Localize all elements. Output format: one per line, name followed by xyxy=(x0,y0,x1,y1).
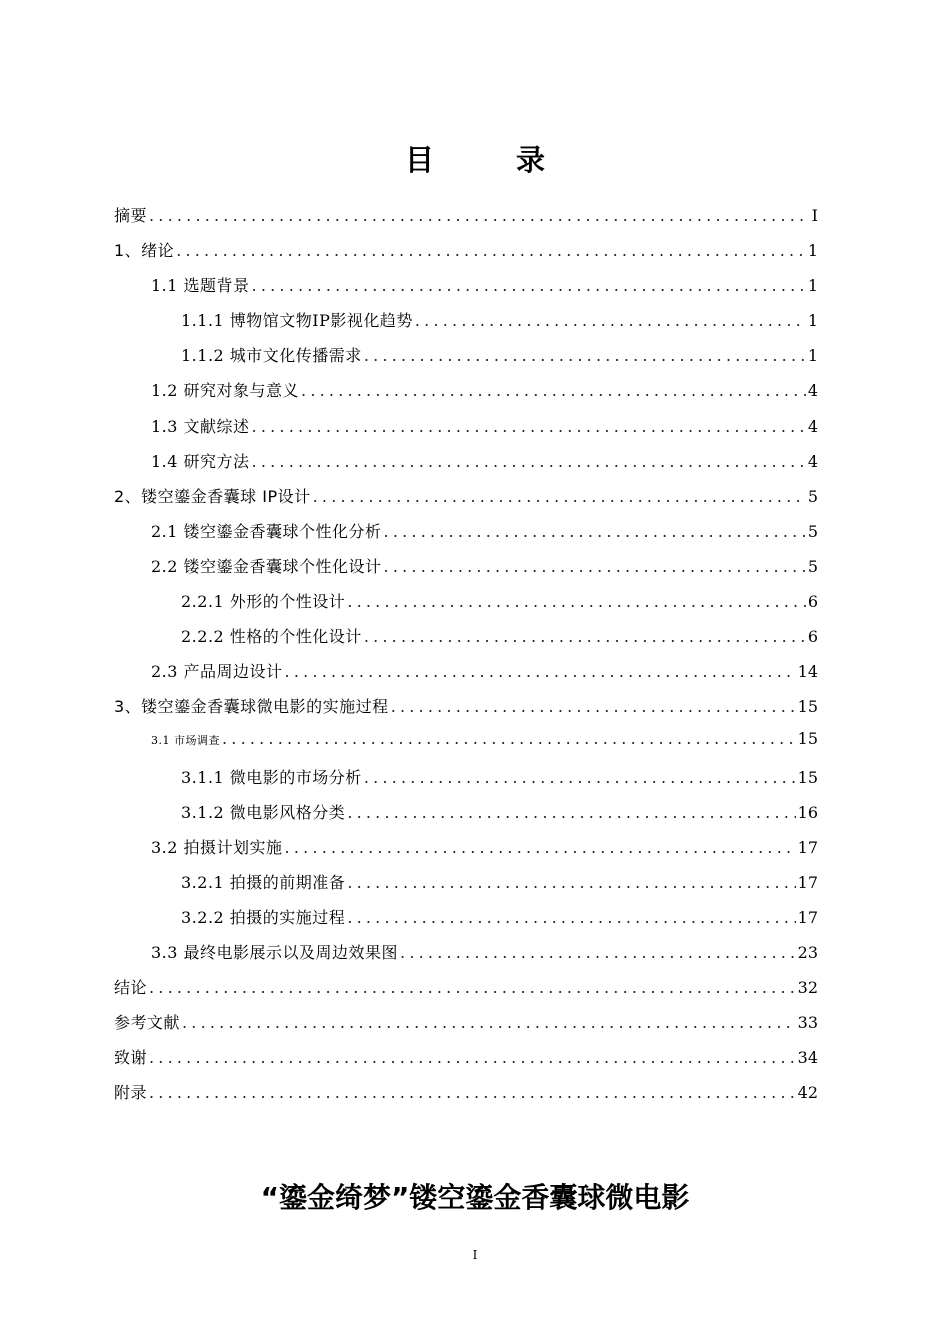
toc-dot-leader xyxy=(149,1048,796,1067)
toc-entry-page: 6 xyxy=(807,627,818,647)
toc-entry[interactable] xyxy=(114,870,818,905)
toc-entry-title: 2.2.2 性格的个性化设计 xyxy=(181,627,362,647)
toc-dot-leader xyxy=(415,311,806,330)
toc-entry-title: 1、绪论 xyxy=(114,241,175,261)
toc-entry-title: 2.1 镂空鎏金香囊球个性化分析 xyxy=(151,521,382,541)
toc-entry[interactable] xyxy=(114,694,818,729)
toc-entry-title: 2.3 产品周边设计 xyxy=(151,662,283,682)
toc-dot-leader xyxy=(384,557,806,576)
toc-dot-leader xyxy=(149,206,810,225)
toc-entry[interactable] xyxy=(114,835,818,870)
toc-entry[interactable] xyxy=(114,554,818,589)
toc-entry-page: 32 xyxy=(797,978,818,998)
toc-entry[interactable] xyxy=(114,343,818,378)
toc-entry-page: 16 xyxy=(797,802,818,822)
toc-entry-title: 附录 xyxy=(114,1083,148,1103)
toc-dot-leader xyxy=(313,487,806,506)
toc-entry-page: 1 xyxy=(807,311,818,331)
toc-entry-page: 4 xyxy=(807,451,818,471)
toc-dot-leader xyxy=(176,241,806,260)
toc-dot-leader xyxy=(347,908,795,927)
toc-entry-title: 1.2 研究对象与意义 xyxy=(151,381,300,401)
toc-entry[interactable] xyxy=(114,238,818,273)
toc-dot-leader xyxy=(149,978,796,997)
toc-entry[interactable] xyxy=(114,378,818,413)
toc-dot-leader xyxy=(347,592,806,611)
toc-entry[interactable] xyxy=(114,203,818,238)
toc-dot-leader xyxy=(252,417,806,436)
toc-entry-title: 致谢 xyxy=(114,1048,148,1068)
toc-entry-page: 14 xyxy=(797,662,818,682)
toc-entry-page: 33 xyxy=(797,1013,818,1033)
toc-entry-page: 17 xyxy=(797,872,818,892)
toc-entry-title: 摘要 xyxy=(114,206,148,225)
toc-entry-page: 17 xyxy=(797,907,818,927)
toc-entry-page: 42 xyxy=(797,1083,818,1103)
toc-entry[interactable] xyxy=(114,273,818,308)
toc-entry-page: 5 xyxy=(807,521,818,541)
toc-entry[interactable] xyxy=(114,449,818,484)
toc-entry[interactable] xyxy=(114,905,818,940)
toc-entry-title: 3、镂空鎏金香囊球微电影的实施过程 xyxy=(114,697,389,717)
toc-entry-title: 1.1.1 博物馆文物IP影视化趋势 xyxy=(181,311,413,331)
toc-entry-page: I xyxy=(811,206,818,225)
toc-dot-leader xyxy=(391,697,796,716)
toc-dot-leader xyxy=(384,522,806,541)
toc-entry-page: 5 xyxy=(807,556,818,576)
toc-entry-page: 17 xyxy=(797,837,818,857)
toc-entry[interactable] xyxy=(114,519,818,554)
toc-entry-title: 3.1.1 微电影的市场分析 xyxy=(181,767,362,787)
toc-dot-leader xyxy=(285,838,796,857)
toc-dot-leader xyxy=(252,276,806,295)
toc-entry-title: 2、镂空鎏金香囊球 IP设计 xyxy=(114,486,311,506)
toc-entry-page: 34 xyxy=(797,1048,818,1068)
toc-entry-page: 5 xyxy=(807,486,818,506)
toc-entry-page: 1 xyxy=(807,346,818,366)
toc-entry-page: 4 xyxy=(807,381,818,401)
toc-dot-leader xyxy=(364,768,796,787)
toc-entry[interactable] xyxy=(114,1080,818,1115)
toc-dot-leader xyxy=(149,1083,796,1102)
toc-entry[interactable] xyxy=(114,1045,818,1080)
toc-entry-page: 15 xyxy=(797,767,818,787)
toc-dot-leader xyxy=(364,346,806,365)
toc-entry[interactable] xyxy=(114,940,818,975)
toc-entry[interactable] xyxy=(114,1010,818,1045)
toc-entry[interactable] xyxy=(114,975,818,1010)
toc-entry[interactable] xyxy=(114,484,818,519)
toc-dot-leader xyxy=(347,873,795,892)
toc-entry[interactable] xyxy=(114,624,818,659)
toc-entry-title: 2.2.1 外形的个性设计 xyxy=(181,592,346,612)
toc-dot-leader xyxy=(400,943,796,962)
toc-entry[interactable] xyxy=(114,659,818,694)
toc-entry[interactable] xyxy=(114,729,818,764)
toc-dot-leader xyxy=(364,627,806,646)
toc-entry-title: 3.2 拍摄计划实施 xyxy=(151,837,283,857)
toc-dot-leader xyxy=(252,452,806,471)
toc-entry-page: 1 xyxy=(807,241,818,261)
toc-entry-title: 2.2 镂空鎏金香囊球个性化设计 xyxy=(151,556,382,576)
toc-entry-title: 3.2.1 拍摄的前期准备 xyxy=(181,872,346,892)
document-title: “鎏金绮梦”镂空鎏金香囊球微电影 xyxy=(260,1181,690,1214)
toc-dot-leader xyxy=(182,1013,796,1032)
toc-entry-page: 15 xyxy=(797,697,818,717)
toc-entry[interactable] xyxy=(114,414,818,449)
toc-entry-title: 3.1.2 微电影风格分类 xyxy=(181,802,346,822)
toc-heading: 目 录 xyxy=(404,143,582,177)
toc-entry-page: 15 xyxy=(797,729,818,749)
toc-dot-leader xyxy=(285,662,796,681)
toc-entry-title: 结论 xyxy=(114,978,148,998)
toc-entry-title: 1.1 选题背景 xyxy=(151,276,250,296)
toc-dot-leader xyxy=(222,729,796,748)
toc-entry-title: 参考文献 xyxy=(114,1013,181,1033)
toc-entry-title: 1.4 研究方法 xyxy=(151,451,250,471)
toc-entry-page: 1 xyxy=(807,276,818,296)
page-number: I xyxy=(472,1248,478,1262)
toc-dot-leader xyxy=(347,803,795,822)
toc-entry-page: 4 xyxy=(807,416,818,436)
toc-dot-leader xyxy=(301,381,806,400)
table-of-contents xyxy=(114,203,818,1115)
toc-entry-title: 3.3 最终电影展示以及周边效果图 xyxy=(151,942,399,962)
toc-entry[interactable] xyxy=(114,800,818,835)
toc-entry[interactable] xyxy=(114,765,818,800)
toc-entry-title: 3.2.2 拍摄的实施过程 xyxy=(181,907,346,927)
toc-entry-title: 3.1 市场调查 xyxy=(151,734,220,748)
toc-entry[interactable] xyxy=(114,589,818,624)
toc-entry-page: 6 xyxy=(807,592,818,612)
toc-entry-page: 23 xyxy=(797,942,818,962)
toc-entry-title: 1.1.2 城市文化传播需求 xyxy=(181,346,362,366)
toc-entry[interactable] xyxy=(114,308,818,343)
toc-entry-title: 1.3 文献综述 xyxy=(151,416,250,436)
